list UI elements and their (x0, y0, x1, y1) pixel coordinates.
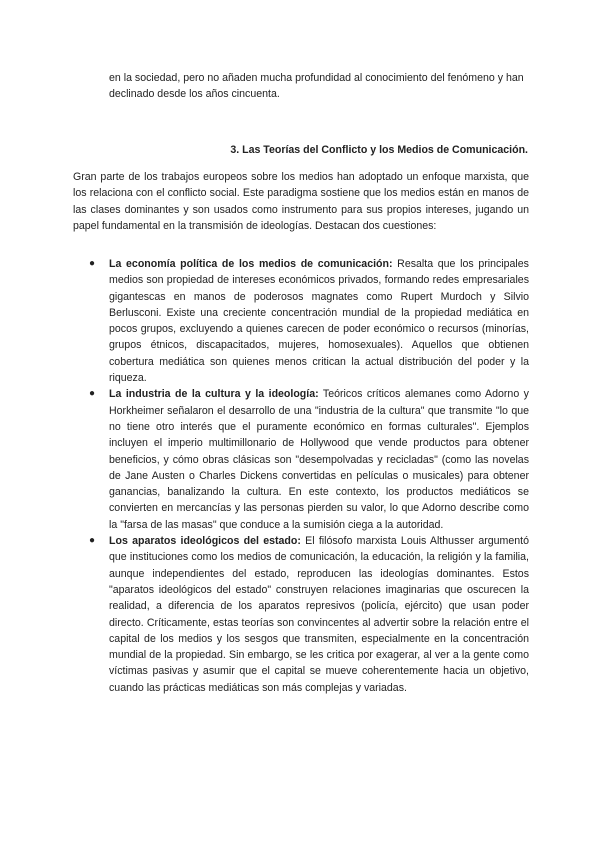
bullet-item-ideological-apparatus (73, 533, 529, 696)
bullet-title: La industria de la cultura y la ideología: (109, 388, 319, 401)
bullet-icon: ● (89, 535, 96, 547)
bullet-title: La economía política de los medios de comunicación: (109, 258, 393, 270)
intro-continuation-paragraph: en la sociedad, pero no añaden mucha profundidad al conocimiento del fenómeno y han declinado desde los años cincuenta. (109, 72, 524, 101)
bullet-text: Teóricos críticos alemanes como Adorno y Horkheimer señalaron el desarrollo de una "industria de la cultura" que transmite "lo que no tiene otro interés que el puramente económico en formas culturales". Ejemplos incluyen el imperio multimillonario de Hollywood que vende productos para obtener beneficios, y cómo obras clásicas son "desempolvadas y recicladas" (como las novelas de Jane Austen o Charles Dickens convertidas en películas o musicales) para obtener ganancias, banalizando la cultura. En este contexto, los productos mediáticos se convierten en mercancías y las personas pierden su valor, lo que Adorno describe como la "farsa de las masas" que conduce a la sumisión ciega a la autoridad. (109, 388, 529, 531)
lead-paragraph: Gran parte de los trabajos europeos sobre los medios han adoptado un enfoque marxista, que los relaciona con el conflicto social. Este paradigma sostiene que los medios están en manos de las clases dominantes y son usados como instrumento para sus propios intereses, jugando un papel fundamental en la transmisión de ideologías. Destacan dos cuestiones: (73, 171, 529, 232)
section-heading: 3. Las Teorías del Conflicto y los Medios de Comunicación. (230, 144, 528, 156)
bullet-icon: ● (89, 258, 96, 269)
bullet-list (73, 256, 529, 696)
bullet-text: Resalta que los principales medios son propiedad de intereses económicos privados, formando redes empresariales gigantescas en manos de poderosos magnates como Rupert Murdoch y Silvio Berlusconi. Existe una creciente concentración mundial de la propiedad mediática en pocos grupos, excluyendo a quienes carecen de poder económico o recursos (minorías, grupos étnicos, discapacitados, mujeres, homosexuales). Aquellos que obtienen cobertura mediática son quienes menos critican la actual distribución del poder y la riqueza. (109, 258, 529, 385)
bullet-item-political-economy (73, 256, 529, 386)
bullet-title: Los aparatos ideológicos del estado: (109, 535, 301, 548)
bullet-icon: ● (89, 388, 96, 400)
bullet-text: El filósofo marxista Louis Althusser argumentó que instituciones como los medios de comunicación, la educación, la religión y la familia, aunque independientes del estado, reproducen las ideologías dominantes. Estos "aparatos ideológicos del estado" construyen relaciones imaginarias que oscurecen la realidad, a diferencia de los aparatos represivos (policía, ejército) que usan poder directo. Críticamente, estas teorías son convincentes al advertir sobre la relación entre el capital de los medios y los sesgos que transmiten, especialmente en la concentración mundial de la propiedad. Sin embargo, se les critica por exagerar, al ver a la gente como víctimas pasivas y asumir que el capital se mueve coherentemente hacia un objetivo, cuando las prácticas mediáticas son más complejas y variadas. (109, 535, 529, 694)
bullet-item-culture-industry (73, 386, 529, 533)
